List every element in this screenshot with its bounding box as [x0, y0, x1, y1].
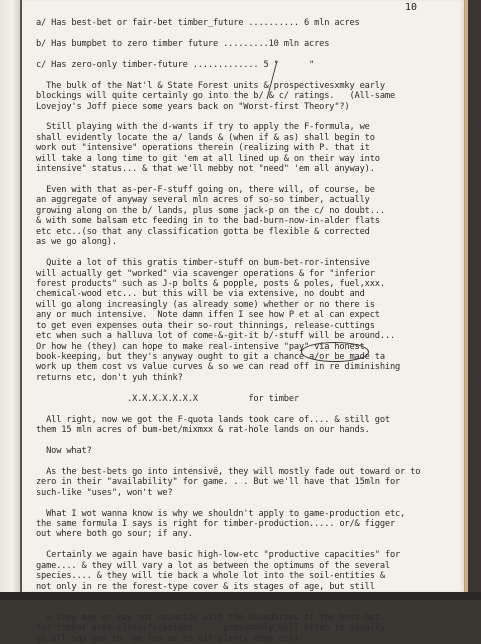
text-line — [36, 28, 456, 38]
text-line: forest products" such as J-p bolts & popple, posts & poles, fuel,xxx. — [36, 278, 385, 289]
text-line — [36, 70, 456, 80]
text-line — [36, 49, 456, 59]
text-line — [36, 603, 456, 613]
text-line: What I wot wanna know is why we shouldn't apply to game-production etc, — [36, 508, 406, 519]
text-line — [36, 404, 456, 414]
text-line: returns etc, don't yuh think? — [36, 372, 183, 383]
text-line: & they may or may not coincide with the boundaries of the best-bet- — [36, 612, 385, 623]
text-line: to get even expenses outa their so-rout thinnings, release-cuttings — [36, 320, 375, 331]
handwritten-circle — [301, 342, 369, 362]
text-line: work up them cost vs value curves & so we can read off in re diminishing — [36, 362, 401, 373]
text-line: will go along increasingly (as already some) whether or no there is — [36, 299, 375, 310]
page-number: 10 — [405, 2, 418, 13]
text-line — [36, 175, 456, 185]
text-line: such-like "uses", won't we? — [36, 487, 173, 498]
text-line: any or much intensive. Note damn iffen I see how P et al can expect — [36, 310, 380, 321]
text-line: book-keeping, but they's anyway ought to git a chance a/or be made ta — [36, 352, 385, 362]
text-line: will actually get "worked" via scavenger operations & for "inferior — [36, 268, 375, 279]
text-line: as we go along). — [36, 237, 117, 248]
text-line: The bulk of the Nat'l & State Forest units & prospectivesxmky early — [36, 80, 385, 91]
text-line: intensive" status... & that we'll mebby not "need" 'em all anyway). — [36, 164, 375, 175]
text-line — [36, 112, 456, 122]
page-body — [36, 18, 456, 644]
text-line: will take a long time to git 'em at all lined up & on their way into — [36, 153, 380, 164]
text-line: etc etc..(so that any classification gotta be flexible & corrected — [36, 226, 370, 237]
typewritten-page — [22, 0, 464, 644]
text-line: the same formula I says is right for timber-production..... or/& figger — [36, 519, 395, 529]
binder-edge — [0, 0, 22, 600]
text-line: c/ Has zero-only timber-future ............. 5 " " — [36, 59, 315, 70]
text-line: work out "intensive" operations therein (realizing with P. that it — [36, 143, 370, 154]
text-line: Still playing with the d-wants if try to apply the F-formula, we — [36, 122, 370, 133]
text-line — [36, 248, 456, 258]
pen-mark — [265, 60, 279, 100]
text-line: out where both go sour; if any. — [36, 529, 193, 540]
text-line: blockings will quite certainly go into the b/ & c/ ratings. (All-same — [36, 91, 395, 102]
text-line: growing along on the b/ lands, plus some jack-p on the c/ no doubt... — [36, 205, 385, 216]
text-line: Even with that as-per-F-stuff going on, there will, of course, be — [36, 185, 375, 195]
text-line: .X.X.X.X.X.X.X for timber — [36, 393, 299, 404]
text-line — [36, 383, 456, 393]
text-line: Quite a lot of this gratis timber-stuff on bum-bet-ror-intensive — [36, 258, 370, 269]
text-line — [36, 456, 456, 466]
text-line: Certainly we again have basic high-low-etc "productive capacities" for — [36, 550, 401, 561]
text-line: species.... & they will tie back a whole lot into the soil-entities & — [36, 571, 385, 582]
text-line: shall evidently locate the a/ lands & (when if & as) shall begin to — [36, 132, 375, 143]
text-line: for-timber area-classifications .... presumably will often to usually — [36, 623, 385, 634]
text-line: a/ Has best-bet or fair-bet timber_future .......... 6 mln acres — [36, 18, 360, 28]
text-line: an aggregate of anyway several mln acres of so-so timber, actually — [36, 195, 370, 206]
text-line: b/ Has bumpbet to zero timber future .........10 mln acres — [36, 38, 330, 49]
text-line — [36, 540, 456, 550]
text-line: zero in their "availability" for game. . . But we'll have that 15mln for — [36, 477, 401, 488]
text-line — [36, 436, 456, 446]
text-line: As the best-bets go into intensivë, they will mostly fade out toward or to — [36, 466, 421, 477]
text-line — [36, 498, 456, 508]
text-line: & with some balsam etc feeding in to the bad-burn-now-in-alder flats — [36, 216, 380, 227]
text-line: Lovejoy's Joff piece some years back on "Worst-first Theory"?) — [36, 101, 350, 112]
desk-surface — [0, 592, 481, 600]
text-line: etc when such a halluva lot of come-&-git-it b/-stuff will be around... — [36, 331, 395, 342]
text-line: game.... & they will vary a lot as between the optimums of the several — [36, 560, 390, 571]
text-line: go all sqa-gee to 'em (so as to git plenty edge etc). — [36, 633, 304, 644]
text-line: chemical-wood etc... but this will be via extensive, no doubt and — [36, 289, 365, 300]
text-line: not only in re the forest-type cover & its stages of age, but still — [36, 581, 375, 592]
text-line: Or how he (they) can hope to make real-intensive "pay" via honest — [36, 341, 365, 352]
text-line: All right, now we got the F-quota lands took care of.... & still got — [36, 414, 390, 425]
text-line: Now what? — [36, 445, 92, 456]
text-line: them 15 mln acres of bum-bet/mixmxx & rat-hole lands on our hands. — [36, 425, 370, 436]
